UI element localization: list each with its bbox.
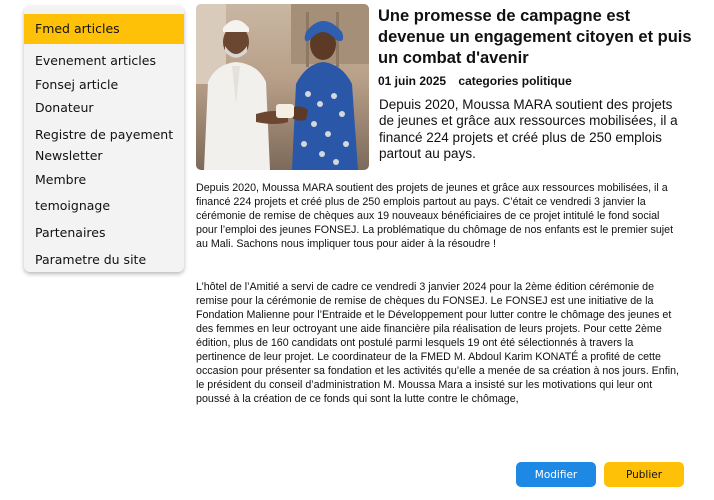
sidebar-item-donateur[interactable]: Donateur — [35, 100, 94, 115]
sidebar-item-fonsej-article[interactable]: Fonsej article — [35, 77, 119, 92]
sidebar-item-temoignage[interactable]: temoignage — [35, 198, 111, 213]
article-date: 01 juin 2025 — [378, 74, 447, 88]
sidebar-item-partenaires[interactable]: Partenaires — [35, 225, 106, 240]
sidebar-item-evenement-articles[interactable]: Evenement articles — [35, 53, 156, 68]
sidebar-item-parametre-du-site[interactable]: Parametre du site — [35, 252, 147, 267]
article-category: categories politique — [458, 74, 572, 88]
publier-button[interactable]: Publier — [604, 462, 684, 487]
sidebar — [24, 6, 184, 272]
article-paragraph: Depuis 2020, Moussa MARA soutient des projets de jeunes et grâce aux ressources mobilisées, il a financé 224 projets et créé plus de 250 emplois partout au pays. C’était ce vendredi 3 janvier la cérémonie de remise de chèques aux 19 nouveaux bénéficiaires de ce projet intitulé le fond social pour l’emploi des jeunes FONSEJ. La problématique du chômage de nos enfants est le premier sujet au Mali. Sachons nous impliquer tous pour aider à la résoudre ! — [196, 182, 674, 250]
sidebar-item-registre-de-payement[interactable]: Registre de payement — [35, 127, 174, 142]
article-paragraph: L’hôtel de l’Amitié a servi de cadre ce vendredi 3 janvier 2024 pour la 2ème édition cérémonie de remise pour la cérémonie de remise de chèques du FONSEJ. Le FONSEJ est une initiative de la Fondation Malienne pour l’Entraide et le Développement pour lutter contre le chômage des jeunes et des femmes en leur octroyant une aide financière pila réalisation de leurs projets. Pour cette 2ème édition, plus de 160 candidats ont postulé parmi lesquels 19 ont été sélectionnés à travers la pertinence de leur projet. Le coordinateur de la FMED M. Abdoul Karim KONATÉ a profité de cette occasion pour présenter sa fondation et les activités qu’elle a menée de sa création à nos jours. Enfin, le président du conseil d’administration M. Moussa Mara a insisté sur les motivations qui leur ont poussé à la création de ce fonds qui sont la lutte contre le chômage, — [196, 281, 680, 405]
sidebar-item-membre[interactable]: Membre — [35, 172, 87, 187]
modifier-button[interactable]: Modifier — [516, 462, 596, 487]
article-photo — [196, 4, 369, 170]
article-title: Une promesse de campagne est devenue un engagement citoyen et puis un combat d'avenir — [378, 7, 692, 67]
sidebar-item-newsletter[interactable]: Newsletter — [35, 148, 103, 163]
article-meta — [378, 74, 572, 88]
sidebar-item-fmed-articles[interactable]: Fmed articles — [24, 14, 184, 44]
article-summary: Depuis 2020, Moussa MARA soutient des projets de jeunes et grâce aux ressources mobilisées, il a financé 224 projets et créé plus de 250 emplois partout au pays. — [379, 97, 678, 162]
